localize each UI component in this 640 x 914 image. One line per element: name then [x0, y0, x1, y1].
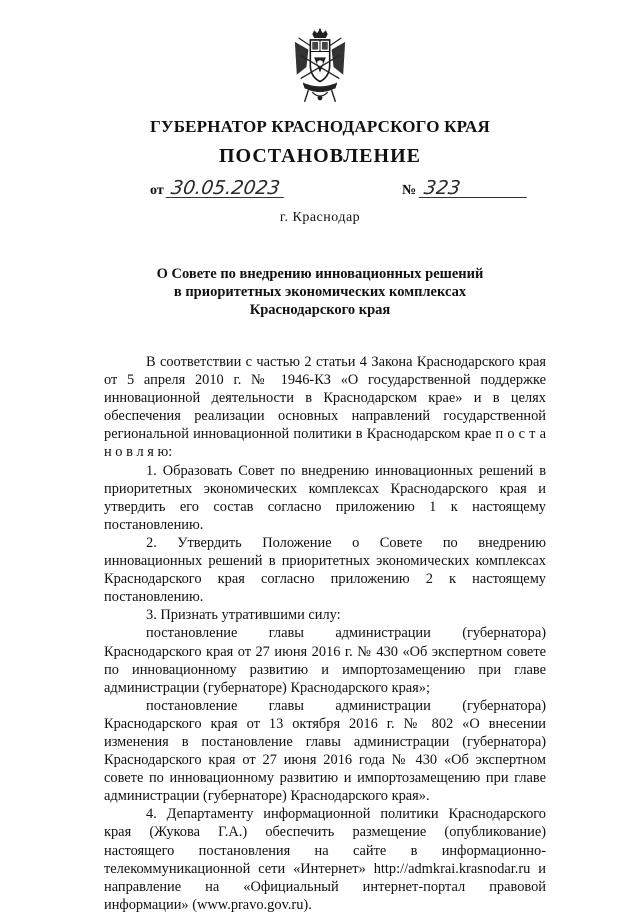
body-paragraph: постановление главы администрации (губернатора) Краснодарского края от 27 июня 2016 г. № 430 «Об экспертном совете по инновационному развитию и импортозамещению при главе администрации (губернаторе) Краснодарского края»; — [104, 625, 546, 696]
document-type-heading: ПОСТАНОВЛЕНИЕ — [219, 145, 421, 167]
title-line: в приоритетных экономических комплексах — [173, 284, 467, 300]
body-paragraph: В соответствии с частью 2 статьи 4 Закона Краснодарского края от 5 апреля 2010 г. № 1946-КЗ «О государственной поддержке инновационной деятельности в Краснодарском крае» и в целях обеспечения реализации основных направлений государственной региональной инновационной политики в Краснодарском крае п о с т а н о в л я ю: — [104, 354, 546, 461]
title-line: О Совете по внедрению инновационных решений — [156, 266, 484, 282]
title-line: Краснодарского края — [249, 302, 391, 318]
body-paragraph: 4. Департаменту информационной политики Краснодарского края (Жукова Г.А.) обеспечить размещение (опубликование) настоящего постановления на сайте в информационно-телекоммуникационной сети «Интернет» http://admkrai.krasnodar.ru и направление на «Официальный интернет-портал правовой информации» (www.pravo.gov.ru). — [104, 806, 546, 913]
date-field — [150, 179, 285, 199]
body-paragraph: 3. Признать утратившими силу: — [146, 607, 341, 624]
number-field — [402, 179, 528, 199]
issuer-heading: ГУБЕРНАТОР КРАСНОДАРСКОГО КРАЯ — [150, 117, 490, 136]
krasnodar-coat-of-arms-icon — [291, 28, 349, 106]
body-paragraph: 2. Утвердить Положение о Совете по внедрению инновационных решений в приоритетных экономических комплексах Краснодарского края согласно приложению 2 к настоящему постановлению. — [104, 534, 546, 606]
city-label: г. Краснодар — [279, 210, 361, 225]
date-value: 30.05.2023 — [166, 179, 287, 198]
document-body — [104, 353, 546, 914]
document-title — [0, 265, 640, 319]
date-label: от — [150, 183, 164, 198]
number-label: № — [402, 183, 417, 198]
body-paragraph: 1. Образовать Совет по внедрению инновационных решений в приоритетных экономических комплексах Краснодарского края и утвердить его состав согласно приложению 1 к настоящему постановлению. — [104, 462, 546, 533]
body-paragraph: постановление главы администрации (губернатора) Краснодарского края от 13 октября 2016 г. № 802 «О внесении изменения в постановление главы администрации (губернатора) Краснодарского края от 27 июня 2016 года № 430 «Об экспертном совете по инновационному развитию и импортозамещению при главе администрации (губернаторе) Краснодарского края». — [104, 697, 546, 805]
number-value: 323 — [418, 179, 529, 198]
